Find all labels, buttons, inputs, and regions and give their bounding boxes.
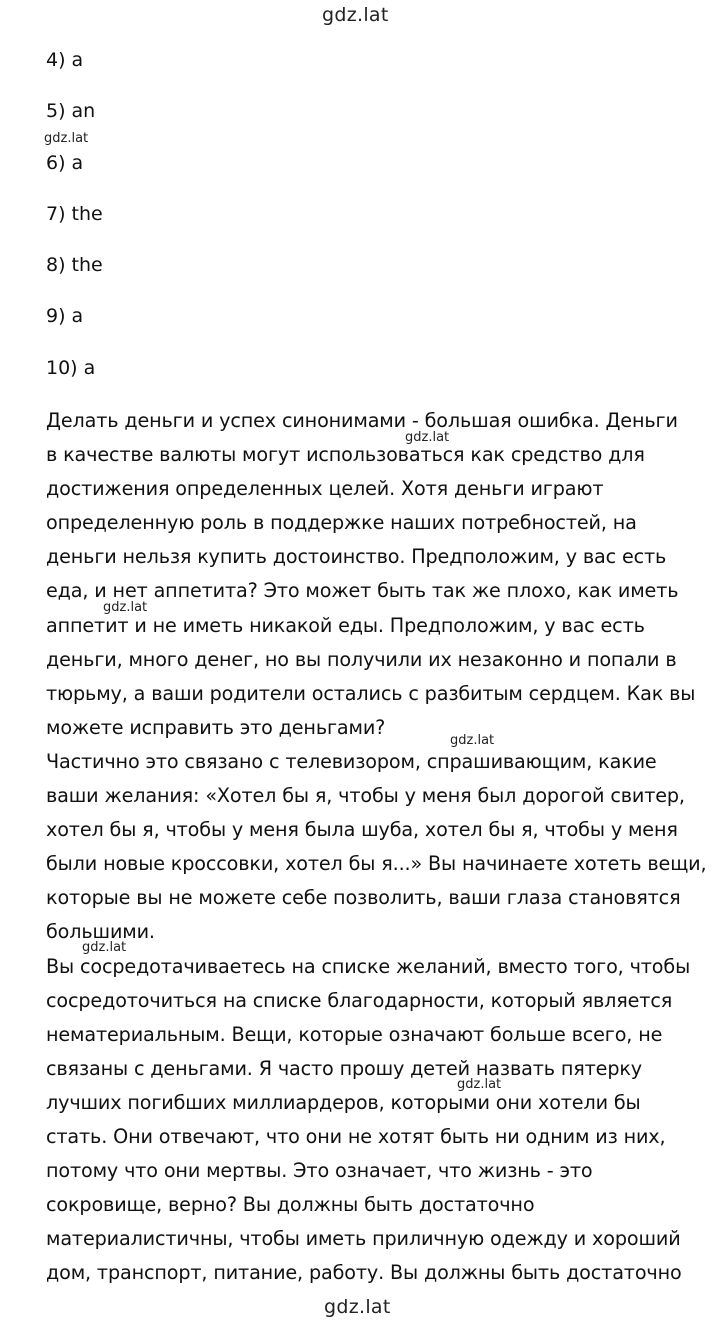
- text-line: ваши желания: «Хотел бы я, чтобы у меня был дорогой свитер,: [46, 784, 685, 808]
- text-line: которые вы не можете себе позволить, ваши глаза становятся: [46, 886, 681, 910]
- text-line: Делать деньги и успех синонимами - большая ошибка. Деньги: [46, 409, 678, 432]
- text-line: стать. Они отвечают, что они не хотят быть ни одним из них,: [46, 1124, 666, 1148]
- answer-item: 4) a: [46, 49, 84, 71]
- watermark-inline: gdz.lat: [82, 940, 127, 955]
- text-line: потому что они мертвы. Это означает, что жизнь - это: [46, 1159, 593, 1183]
- watermark-inline: gdz.lat: [450, 733, 495, 748]
- watermark-inline: gdz.lat: [103, 600, 148, 615]
- text-line: аппетит и не иметь никакой еды. Предположим, у вас есть: [46, 613, 645, 637]
- text-line: можете исправить это деньгами?: [46, 715, 386, 739]
- answer-item: 6) a: [46, 151, 84, 174]
- watermark-inline: gdz.lat: [457, 1077, 502, 1092]
- text-line: Частично это связано с телевизором, спрашивающим, какие: [46, 749, 657, 773]
- text-line: материалистичны, чтобы иметь приличную одежду и хороший: [46, 1227, 681, 1251]
- text-line: достижения определенных целей. Хотя деньги играют: [46, 477, 604, 501]
- text-line: большими.: [46, 920, 155, 944]
- text-line: были новые кроссовки, хотел бы я...» Вы начинаете хотеть вещи,: [46, 852, 707, 876]
- text-line: хотел бы я, чтобы у меня была шуба, хотел бы я, чтобы у меня: [46, 818, 678, 842]
- text-line: Вы сосредотачиваетесь на списке желаний, вместо того, чтобы: [46, 954, 691, 978]
- answer-list: [46, 46, 103, 405]
- watermark-inline: gdz.lat: [405, 430, 450, 445]
- answer-item: 10) a: [46, 356, 96, 379]
- text-line: сокровище, верно? Вы должны быть достаточно: [46, 1193, 535, 1217]
- answer-item: 8) the: [46, 254, 103, 277]
- watermark-bottom: gdz.lat: [324, 1296, 391, 1318]
- essay-text: [46, 404, 707, 1290]
- watermark-inline: gdz.lat: [44, 131, 89, 146]
- text-line: лучших погибших миллиардеров, которыми они хотели бы: [46, 1090, 641, 1114]
- text-line: тюрьму, а ваши родители остались с разбитым сердцем. Как вы: [46, 681, 696, 705]
- answer-item: 5) an: [46, 100, 96, 123]
- text-line: связаны с деньгами. Я часто прошу детей назвать пятерку: [46, 1056, 642, 1080]
- text-line: деньги нельзя купить достоинство. Предположим, у вас есть: [46, 545, 667, 569]
- text-line: сосредоточиться на списке благодарности, который является: [46, 988, 673, 1012]
- text-line: дом, транспорт, питание, работу. Вы должны быть достаточно: [46, 1261, 682, 1285]
- text-line: нематериальным. Вещи, которые означают больше всего, не: [46, 1022, 663, 1046]
- answer-item: 9) a: [46, 305, 84, 328]
- text-line: деньги, много денег, но вы получили их незаконно и попали в: [46, 647, 677, 671]
- text-line: еда, и нет аппетита? Это может быть так же плохо, как иметь: [46, 579, 679, 603]
- answer-item: 7) the: [46, 202, 103, 225]
- text-line: определенную роль в поддержке наших потребностей, на: [46, 511, 637, 535]
- watermark-top: gdz.lat: [322, 4, 389, 26]
- text-line: в качестве валюты могут использоваться как средство для: [46, 443, 645, 467]
